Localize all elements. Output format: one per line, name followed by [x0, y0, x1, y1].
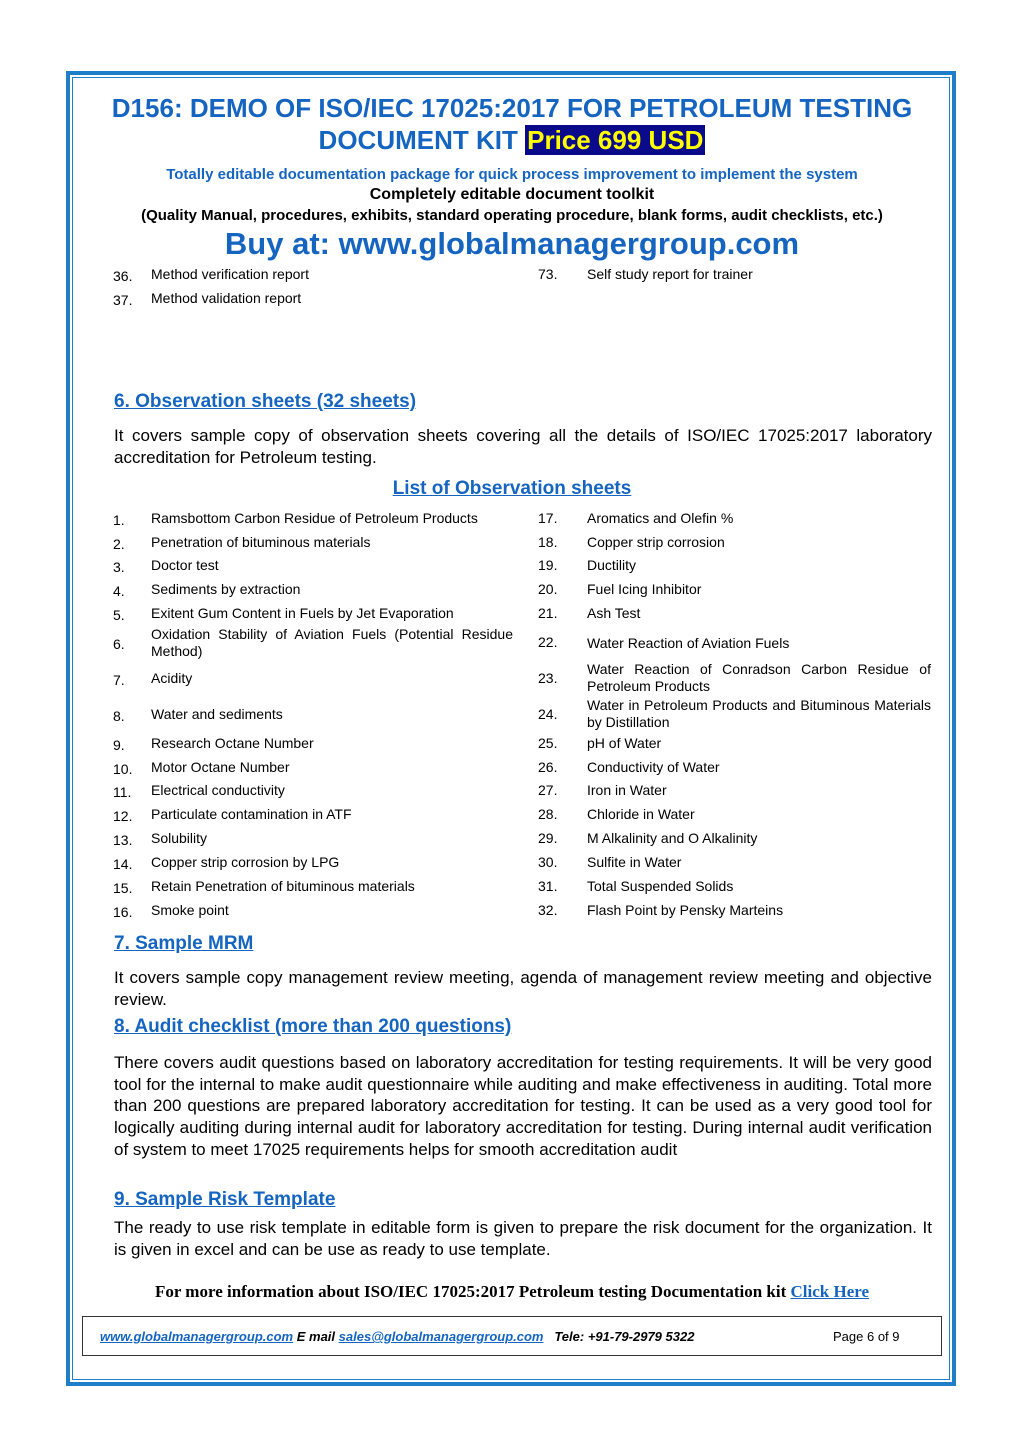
- list-number: 21.: [538, 605, 558, 621]
- list-number: 3.: [113, 559, 125, 575]
- click-here-link[interactable]: Click Here: [790, 1282, 870, 1301]
- list-number: 30.: [538, 854, 558, 870]
- list-item: Sulfite in Water: [587, 854, 682, 870]
- list-item: Oxidation Stability of Aviation Fuels (Potential Residue Method): [151, 626, 513, 659]
- footer-email-link[interactable]: sales@globalmanagergroup.com: [338, 1329, 544, 1344]
- list-item: Retain Penetration of bituminous materials: [151, 878, 415, 894]
- list-item: Acidity: [151, 670, 193, 686]
- section-8-heading: 8. Audit checklist (more than 200 questions): [114, 1016, 512, 1037]
- footer-phone: Tele: +91-79-2979 5322: [554, 1329, 695, 1344]
- list-number: 6.: [113, 636, 125, 652]
- more-info: [80, 1282, 944, 1302]
- list-item: Sediments by extraction: [151, 581, 301, 597]
- list-number: 14.: [113, 856, 133, 872]
- list-item: Penetration of bituminous materials: [151, 534, 371, 550]
- list-item: Solubility: [151, 830, 208, 846]
- list-item: Water Reaction of Conradson Carbon Residue of Petroleum Products: [587, 661, 931, 694]
- list-item: Water and sediments: [151, 706, 283, 722]
- list-item: Total Suspended Solids: [587, 878, 734, 894]
- list-item: Copper strip corrosion by LPG: [151, 854, 340, 870]
- contents-note: (Quality Manual, procedures, exhibits, standard operating procedure, blank forms, audit checklists, etc.): [141, 207, 883, 224]
- list-number: 19.: [538, 557, 558, 573]
- list-item: Research Octane Number: [151, 735, 314, 751]
- list-item: Particulate contamination in ATF: [151, 806, 352, 822]
- list-number: 2.: [113, 536, 125, 552]
- list-number: 9.: [113, 737, 125, 753]
- footer-email-label: E mail: [296, 1329, 336, 1344]
- list-item: Ramsbottom Carbon Residue of Petroleum Products: [151, 510, 478, 526]
- list-number: 25.: [538, 735, 558, 751]
- list-number: 18.: [538, 534, 558, 550]
- list-number: 24.: [538, 706, 558, 722]
- list-number: 73.: [538, 266, 558, 282]
- page-title: [80, 92, 944, 156]
- list-number: 37.: [113, 292, 133, 308]
- subtitle: Totally editable documentation package for quick process improvement to implement the system: [166, 166, 858, 183]
- list-item: Doctor test: [151, 557, 219, 573]
- list-item: Copper strip corrosion: [587, 534, 725, 550]
- section-7-heading: 7. Sample MRM: [114, 933, 254, 954]
- observation-list-title: List of Observation sheets: [392, 478, 632, 499]
- title-line-1: D156: DEMO OF ISO/IEC 17025:2017 FOR PETROLEUM TESTING: [111, 93, 913, 123]
- section-6-heading: 6. Observation sheets (32 sheets): [114, 391, 417, 412]
- price-badge: Price 699 USD: [527, 125, 704, 155]
- list-number: 31.: [538, 878, 558, 894]
- list-item: pH of Water: [587, 735, 662, 751]
- list-item: Water Reaction of Aviation Fuels: [587, 635, 790, 651]
- title-line-2: DOCUMENT KIT: [318, 125, 518, 155]
- list-number: 29.: [538, 830, 558, 846]
- list-number: 22.: [538, 634, 558, 650]
- page-number: Page 6 of 9: [833, 1329, 900, 1344]
- list-item: Flash Point by Pensky Marteins: [587, 902, 784, 918]
- list-item: Iron in Water: [587, 782, 667, 798]
- list-number: 10.: [113, 761, 133, 777]
- list-item: Self study report for trainer: [587, 266, 753, 282]
- list-item: M Alkalinity and O Alkalinity: [587, 830, 758, 846]
- footer-site-link[interactable]: www.globalmanagergroup.com: [100, 1329, 294, 1344]
- list-number: 27.: [538, 782, 558, 798]
- more-info-text: For more information about ISO/IEC 17025:2017 Petroleum testing Documentation kit: [154, 1282, 787, 1301]
- list-number: 7.: [113, 672, 125, 688]
- list-item: Aromatics and Olefin %: [587, 510, 734, 526]
- list-number: 15.: [113, 880, 133, 896]
- list-number: 26.: [538, 759, 558, 775]
- section-9-heading: 9. Sample Risk Template: [114, 1189, 336, 1210]
- section-7-paragraph: It covers sample copy management review meeting, agenda of management review meeting and objective review.: [114, 968, 932, 1009]
- list-item: Method validation report: [151, 290, 302, 306]
- section-6-paragraph: It covers sample copy of observation sheets covering all the details of ISO/IEC 17025:2017 laboratory accreditation for Petroleum testing.: [114, 426, 932, 467]
- list-item: Method verification report: [151, 266, 309, 282]
- list-number: 17.: [538, 510, 558, 526]
- list-item: Conductivity of Water: [587, 759, 720, 775]
- list-item: Ash Test: [587, 605, 641, 621]
- list-number: 8.: [113, 708, 125, 724]
- list-item: Fuel Icing Inhibitor: [587, 581, 702, 597]
- list-number: 13.: [113, 832, 133, 848]
- list-item: Chloride in Water: [587, 806, 695, 822]
- list-item: Electrical conductivity: [151, 782, 285, 798]
- list-item: Smoke point: [151, 902, 229, 918]
- section-9-paragraph: The ready to use risk template in editable form is given to prepare the risk document for the organization. It is given in excel and can be use as ready to use template.: [114, 1218, 932, 1259]
- editable-note: Completely editable document toolkit: [369, 186, 655, 203]
- list-number: 28.: [538, 806, 558, 822]
- section-8-paragraph: There covers audit questions based on laboratory accreditation for testing requirements. It will be very good tool for the internal to make audit questionnaire while auditing and make effectiveness in auditing. Total more than 200 questions are prepared laboratory accreditation for testing. It can be used as a very good tool for logically auditing during internal audit for laboratory accreditation for testing. During internal audit verification of system to meet 17025 requirements helps for smooth accreditation audit: [114, 1053, 932, 1159]
- list-number: 12.: [113, 808, 133, 824]
- list-number: 16.: [113, 904, 133, 920]
- footer: [100, 1329, 694, 1344]
- list-item: Motor Octane Number: [151, 759, 290, 775]
- buy-link[interactable]: Buy at: www.globalmanagergroup.com: [224, 226, 800, 261]
- list-number: 11.: [113, 784, 132, 800]
- list-item: Water in Petroleum Products and Bituminous Materials by Distillation: [587, 697, 931, 730]
- list-number: 36.: [113, 268, 133, 284]
- list-number: 23.: [538, 670, 558, 686]
- list-item: Ductility: [587, 557, 637, 573]
- list-number: 20.: [538, 581, 558, 597]
- list-number: 5.: [113, 607, 125, 623]
- list-number: 1.: [113, 512, 125, 528]
- list-item: Exitent Gum Content in Fuels by Jet Evaporation: [151, 605, 454, 621]
- list-number: 32.: [538, 902, 558, 918]
- list-number: 4.: [113, 583, 125, 599]
